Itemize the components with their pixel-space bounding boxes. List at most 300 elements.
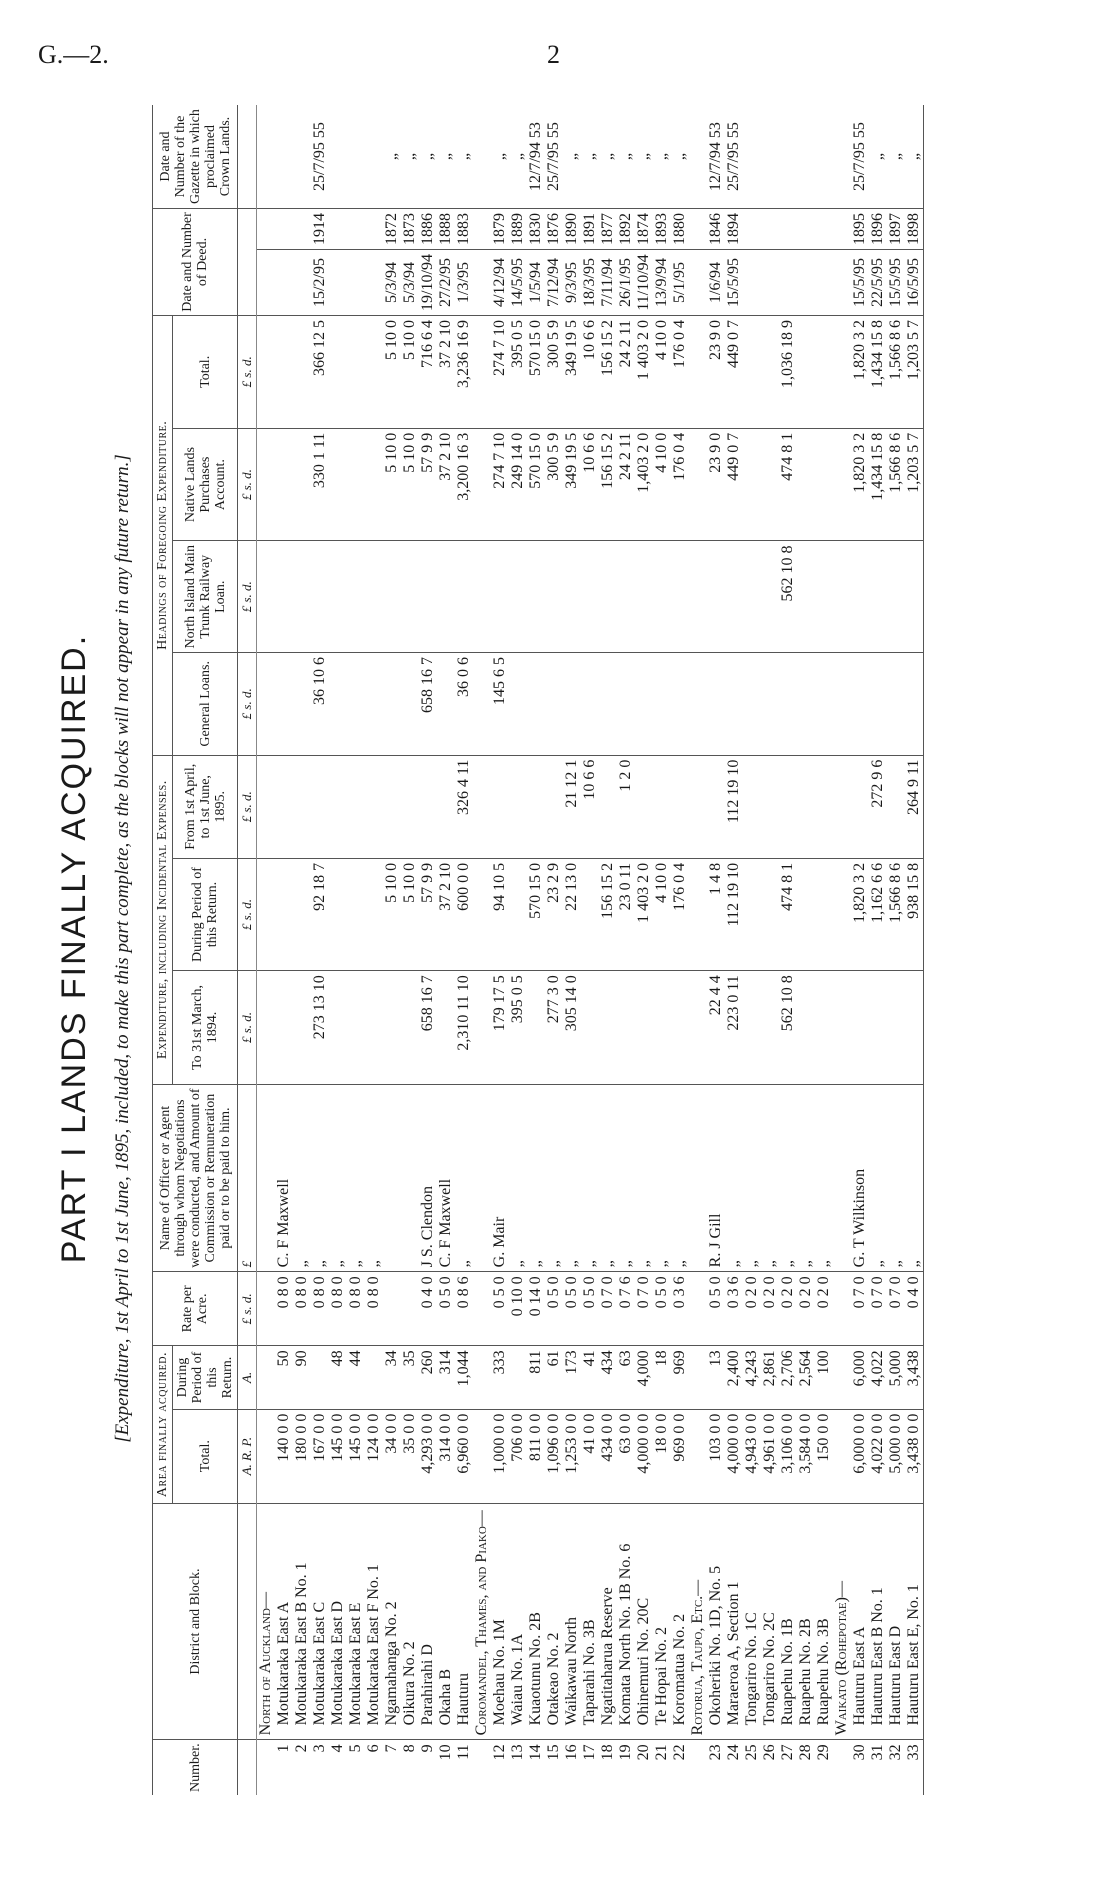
cell-at: 150 0 0 <box>815 1409 833 1503</box>
cell-dd: 4/12/94 <box>491 250 509 316</box>
cell-na <box>797 428 815 541</box>
section-row <box>689 105 707 1795</box>
cell-ed: 1,162 6 6 <box>869 858 887 970</box>
cell-g <box>437 653 455 756</box>
cell-ef <box>293 755 311 858</box>
cell-et <box>437 971 455 1085</box>
cell-g <box>869 653 887 756</box>
district-block: Motukaraka East D <box>329 1503 347 1740</box>
cell-ed <box>743 858 761 970</box>
cell-rl <box>383 541 401 653</box>
cell-ef <box>347 755 365 858</box>
cell-ap <box>311 1346 329 1409</box>
cell-r: 0 8 0 <box>293 1272 311 1346</box>
cell-ef <box>761 755 779 858</box>
cell-at: 18 0 0 <box>653 1409 671 1503</box>
unit-cell: A. <box>238 1346 257 1409</box>
district-block: Tongariro No. 2C <box>761 1503 779 1740</box>
cell-ap: 1,044 <box>455 1346 473 1409</box>
cell-et <box>743 971 761 1085</box>
cell-t: 3,236 16 9 <box>455 315 473 428</box>
cell-ap: 173 <box>563 1346 581 1409</box>
cell-ef <box>887 755 905 858</box>
cell-o: „ <box>617 1084 635 1272</box>
cell-dd: 18/3/95 <box>581 250 599 316</box>
cell-ed <box>275 858 293 970</box>
cell-ef <box>401 755 419 858</box>
cell-gz <box>689 105 707 209</box>
cell-gz <box>779 105 797 209</box>
cell-t <box>257 315 276 428</box>
table-row <box>599 105 617 1795</box>
cell-dd <box>347 250 365 316</box>
cell-o: „ <box>905 1084 924 1272</box>
cell-ed: 5 10 0 <box>383 858 401 970</box>
cell-g <box>887 653 905 756</box>
col-rate: Rate per Acre. <box>153 1272 238 1346</box>
cell-na: 330 1 11 <box>311 428 329 541</box>
cell-ed <box>257 858 276 970</box>
cell-gz <box>473 105 491 209</box>
unit-cell: £ s. d. <box>238 315 257 428</box>
cell-at: 103 0 0 <box>707 1409 725 1503</box>
row-number: 23 <box>707 1744 724 1761</box>
cell-ap: 969 <box>671 1346 689 1409</box>
cell-at: 811 0 0 <box>527 1409 545 1503</box>
cell-dn <box>689 209 707 250</box>
table-row <box>581 105 599 1795</box>
cell-gz: „ <box>581 105 599 209</box>
cell-t: 1,820 3 2 <box>851 315 869 428</box>
cell-et <box>635 971 653 1085</box>
cell-ap: 5,000 <box>887 1346 905 1409</box>
cell-o: G. Mair <box>491 1084 509 1272</box>
cell-r: 0 5 0 <box>545 1272 563 1346</box>
cell-o: J S. Clendon <box>419 1084 437 1272</box>
cell-t: 5 10 0 <box>401 315 419 428</box>
cell-t <box>473 315 491 428</box>
cell-rl <box>797 541 815 653</box>
cell-o <box>473 1084 491 1272</box>
cell-r <box>473 1272 491 1346</box>
row-number: 27 <box>779 1744 796 1761</box>
cell-na <box>689 428 707 541</box>
cell-dn: 1896 <box>869 209 887 250</box>
table-row <box>617 105 635 1795</box>
cell-rl <box>581 541 599 653</box>
cell-t: 4 10 0 <box>653 315 671 428</box>
row-number: 2 <box>293 1744 310 1753</box>
cell-et <box>329 971 347 1085</box>
section-row <box>473 105 491 1795</box>
cell-dd: 5/1/95 <box>671 250 689 316</box>
cell-dn <box>779 209 797 250</box>
cell-et: 22 4 4 <box>707 971 725 1085</box>
cell-ap <box>257 1346 276 1409</box>
cell-t <box>743 315 761 428</box>
cell-ap: 61 <box>545 1346 563 1409</box>
row-number: 19 <box>617 1744 634 1761</box>
cell-rl <box>545 541 563 653</box>
cell-dd <box>473 250 491 316</box>
cell-at: 4,961 0 0 <box>761 1409 779 1503</box>
table-row <box>293 105 311 1795</box>
cell-ef <box>545 755 563 858</box>
cell-dd: 11/10/94 <box>635 250 653 316</box>
cell-r: 0 5 0 <box>653 1272 671 1346</box>
cell-dn: 1880 <box>671 209 689 250</box>
row-number: 9 <box>419 1744 436 1753</box>
cell-dd: 7/11/94 <box>599 250 617 316</box>
cell-t <box>293 315 311 428</box>
cell-at: 314 0 0 <box>437 1409 455 1503</box>
cell-ap: 260 <box>419 1346 437 1409</box>
cell-ap: 90 <box>293 1346 311 1409</box>
page-subtitle: [Expenditure, 1st April to 1st June, 1895, included, to make this part complete, as the blocks will not appear in any future return.] <box>112 454 133 1443</box>
cell-ef <box>689 755 707 858</box>
cell-g <box>257 653 276 756</box>
cell-at: 145 0 0 <box>329 1409 347 1503</box>
table-row <box>311 105 329 1795</box>
cell-r: 0 7 0 <box>869 1272 887 1346</box>
cell-ap <box>473 1346 491 1409</box>
cell-ap: 4,022 <box>869 1346 887 1409</box>
col-deed: Date and Number of Deed. <box>153 209 238 316</box>
cell-g <box>275 653 293 756</box>
cell-ap <box>833 1346 851 1409</box>
table-row <box>329 105 347 1795</box>
cell-gz <box>293 105 311 209</box>
cell-et <box>761 971 779 1085</box>
cell-ap: 4,000 <box>635 1346 653 1409</box>
cell-r <box>257 1272 276 1346</box>
cell-gz: „ <box>887 105 905 209</box>
cell-t: 366 12 5 <box>311 315 329 428</box>
cell-o <box>383 1084 401 1272</box>
cell-dn <box>815 209 833 250</box>
cell-dn: 1872 <box>383 209 401 250</box>
cell-dn: 1879 <box>491 209 509 250</box>
cell-ap: 100 <box>815 1346 833 1409</box>
cell-gz <box>365 105 383 209</box>
cell-t: 1,434 15 8 <box>869 315 887 428</box>
cell-rl <box>527 541 545 653</box>
section-row <box>833 105 851 1795</box>
cell-et: 305 14 0 <box>563 971 581 1085</box>
cell-gz <box>815 105 833 209</box>
cell-at: 1,000 0 0 <box>491 1409 509 1503</box>
cell-dd: 1/5/94 <box>527 250 545 316</box>
cell-dd <box>275 250 293 316</box>
cell-na: 156 15 2 <box>599 428 617 541</box>
cell-r: 0 2 0 <box>815 1272 833 1346</box>
cell-g <box>293 653 311 756</box>
cell-t <box>365 315 383 428</box>
cell-r: 0 7 0 <box>599 1272 617 1346</box>
cell-at: 3,584 0 0 <box>797 1409 815 1503</box>
cell-at: 35 0 0 <box>401 1409 419 1503</box>
cell-ed: 1,820 3 2 <box>851 858 869 970</box>
cell-et <box>527 971 545 1085</box>
cell-ef <box>509 755 527 858</box>
cell-dd: 19/10/94 <box>419 250 437 316</box>
district-block: Motukaraka East A <box>275 1503 293 1740</box>
cell-ap <box>689 1346 707 1409</box>
cell-rl <box>491 541 509 653</box>
cell-o: C. F Maxwell <box>275 1084 293 1272</box>
unit-cell: £ s. d. <box>238 858 257 970</box>
cell-at: 4,000 0 0 <box>725 1409 743 1503</box>
row-number: 15 <box>545 1744 562 1761</box>
cell-ed: 112 19 10 <box>725 858 743 970</box>
col-railway: North Island Main Trunk Railway Loan. <box>173 541 238 653</box>
cell-g <box>329 653 347 756</box>
cell-g <box>581 653 599 756</box>
cell-ap: 18 <box>653 1346 671 1409</box>
cell-rl <box>689 541 707 653</box>
cell-na: 249 14 0 <box>509 428 527 541</box>
unit-cell: £ s. d. <box>238 1272 257 1346</box>
unit-cell: £ s. d. <box>238 428 257 541</box>
row-number: 16 <box>563 1744 580 1761</box>
cell-ed <box>293 858 311 970</box>
cell-na: 57 9 9 <box>419 428 437 541</box>
cell-g <box>761 653 779 756</box>
cell-t: 176 0 4 <box>671 315 689 428</box>
cell-g <box>473 653 491 756</box>
unit-cell: £ s. d. <box>238 541 257 653</box>
cell-ef <box>743 755 761 858</box>
cell-gz <box>347 105 365 209</box>
table-row <box>401 105 419 1795</box>
cell-rl <box>347 541 365 653</box>
row-number: 14 <box>527 1744 544 1761</box>
district-block: Coromandel, Thames, and Piako— <box>473 1503 491 1740</box>
cell-na: 449 0 7 <box>725 428 743 541</box>
cell-et <box>851 971 869 1085</box>
cell-o <box>833 1084 851 1272</box>
cell-r: 0 5 0 <box>491 1272 509 1346</box>
cell-t <box>275 315 293 428</box>
cell-ef <box>383 755 401 858</box>
cell-ed <box>815 858 833 970</box>
cell-gz <box>329 105 347 209</box>
row-number: 6 <box>365 1744 382 1753</box>
district-block: Oikura No. 2 <box>401 1503 419 1740</box>
cell-rl <box>671 541 689 653</box>
table-row <box>437 105 455 1795</box>
table-row <box>743 105 761 1795</box>
cell-gz: „ <box>509 105 527 209</box>
row-number: 17 <box>581 1744 598 1761</box>
cell-g <box>905 653 924 756</box>
cell-g: 36 10 6 <box>311 653 329 756</box>
cell-g <box>365 653 383 756</box>
cell-g <box>401 653 419 756</box>
cell-ef <box>779 755 797 858</box>
table-row <box>851 105 869 1795</box>
cell-ed: 92 18 7 <box>311 858 329 970</box>
cell-o: „ <box>797 1084 815 1272</box>
cell-ap: 2,706 <box>779 1346 797 1409</box>
cell-r: 0 2 0 <box>743 1272 761 1346</box>
cell-ef <box>653 755 671 858</box>
row-number: 10 <box>437 1744 454 1761</box>
cell-o: „ <box>581 1084 599 1272</box>
cell-r <box>833 1272 851 1346</box>
cell-g <box>653 653 671 756</box>
cell-at: 6,000 0 0 <box>851 1409 869 1503</box>
cell-dn <box>275 209 293 250</box>
cell-na: 570 15 0 <box>527 428 545 541</box>
row-number: 3 <box>311 1744 328 1753</box>
cell-at: 145 0 0 <box>347 1409 365 1503</box>
cell-rl <box>509 541 527 653</box>
cell-rl <box>851 541 869 653</box>
row-number: 31 <box>869 1744 886 1761</box>
cell-g <box>383 653 401 756</box>
cell-g: 145 6 5 <box>491 653 509 756</box>
cell-rl <box>743 541 761 653</box>
cell-o <box>257 1084 276 1272</box>
cell-dd: 5/3/94 <box>401 250 419 316</box>
cell-r: 0 14 0 <box>527 1272 545 1346</box>
cell-dd: 14/5/95 <box>509 250 527 316</box>
district-block: Hauturu East A <box>851 1503 869 1740</box>
cell-gz: 12/7/94 53 <box>527 105 545 209</box>
cell-ed: 176 0 4 <box>671 858 689 970</box>
cell-o: „ <box>311 1084 329 1272</box>
cell-et <box>383 971 401 1085</box>
row-number: 28 <box>797 1744 814 1761</box>
cell-o: „ <box>455 1084 473 1272</box>
cell-t: 395 0 5 <box>509 315 527 428</box>
cell-dd: 27/2/95 <box>437 250 455 316</box>
cell-o: „ <box>563 1084 581 1272</box>
cell-r: 0 3 6 <box>725 1272 743 1346</box>
cell-rl <box>257 541 276 653</box>
table-row <box>779 105 797 1795</box>
cell-o: „ <box>545 1084 563 1272</box>
cell-et <box>347 971 365 1085</box>
table-body <box>257 105 924 1795</box>
cell-ap: 41 <box>581 1346 599 1409</box>
cell-r: 0 7 6 <box>617 1272 635 1346</box>
table-row <box>869 105 887 1795</box>
cell-gz: „ <box>419 105 437 209</box>
cell-gz: „ <box>653 105 671 209</box>
cell-rl <box>707 541 725 653</box>
cell-t: 23 9 0 <box>707 315 725 428</box>
cell-ed: 474 8 1 <box>779 858 797 970</box>
cell-et <box>581 971 599 1085</box>
table-row <box>455 105 473 1795</box>
cell-g: 36 0 6 <box>455 653 473 756</box>
cell-r: 0 5 0 <box>581 1272 599 1346</box>
row-number: 32 <box>887 1744 904 1761</box>
cell-at <box>689 1409 707 1503</box>
cell-o: „ <box>365 1084 383 1272</box>
cell-at: 180 0 0 <box>293 1409 311 1503</box>
cell-at: 5,000 0 0 <box>887 1409 905 1503</box>
col-exp-from: From 1st April, to 1st June, 1895. <box>173 755 238 858</box>
cell-o: „ <box>743 1084 761 1272</box>
cell-na <box>347 428 365 541</box>
cell-dn <box>329 209 347 250</box>
cell-at: 3,106 0 0 <box>779 1409 797 1503</box>
cell-et <box>797 971 815 1085</box>
cell-o: „ <box>329 1084 347 1272</box>
cell-ed <box>509 858 527 970</box>
cell-t: 1,566 8 6 <box>887 315 905 428</box>
cell-gz: „ <box>635 105 653 209</box>
cell-o: G. T Wilkinson <box>851 1084 869 1272</box>
cell-g <box>671 653 689 756</box>
col-officer: Name of Officer or Agent through whom Negotiations were conducted, and Amount of Commission or Remuneration paid or to be paid to him. <box>153 1084 238 1272</box>
row-number: 20 <box>635 1744 652 1761</box>
cell-t: 449 0 7 <box>725 315 743 428</box>
cell-o: R. J Gill <box>707 1084 725 1272</box>
cell-g <box>833 653 851 756</box>
district-block: Motukaraka East E <box>347 1503 365 1740</box>
cell-o: „ <box>635 1084 653 1272</box>
cell-at: 34 0 0 <box>383 1409 401 1503</box>
row-number: 5 <box>347 1744 364 1753</box>
cell-dn <box>473 209 491 250</box>
cell-dn: 1892 <box>617 209 635 250</box>
cell-et <box>689 971 707 1085</box>
row-number: 22 <box>671 1744 688 1761</box>
cell-ef <box>329 755 347 858</box>
cell-t: 1,203 5 7 <box>905 315 924 428</box>
unit-cell: A. R. P. <box>238 1409 257 1503</box>
cell-r: 0 8 0 <box>365 1272 383 1346</box>
cell-gz: „ <box>617 105 635 209</box>
cell-dn: 1898 <box>905 209 924 250</box>
cell-ed: 570 15 0 <box>527 858 545 970</box>
cell-ed <box>347 858 365 970</box>
col-area-group: Area finally acquired. <box>153 1346 173 1503</box>
cell-dd: 15/2/95 <box>311 250 329 316</box>
cell-gz: „ <box>383 105 401 209</box>
cell-r: 0 8 6 <box>455 1272 473 1346</box>
cell-gz: „ <box>401 105 419 209</box>
row-number: 29 <box>815 1744 832 1761</box>
cell-na: 1,566 8 6 <box>887 428 905 541</box>
district-block: Motukaraka East C <box>311 1503 329 1740</box>
cell-g <box>527 653 545 756</box>
district-block: Waiau No. 1A <box>509 1503 527 1740</box>
cell-o: „ <box>815 1084 833 1272</box>
table-row <box>491 105 509 1795</box>
cell-rl <box>329 541 347 653</box>
table-row <box>347 105 365 1795</box>
cell-ap: 50 <box>275 1346 293 1409</box>
cell-ed <box>689 858 707 970</box>
cell-ef: 21 12 1 <box>563 755 581 858</box>
cell-r <box>383 1272 401 1346</box>
col-total: Total. <box>173 315 238 428</box>
cell-rl <box>617 541 635 653</box>
cell-ap: 2,400 <box>725 1346 743 1409</box>
cell-et <box>365 971 383 1085</box>
cell-gz <box>743 105 761 209</box>
cell-at: 706 0 0 <box>509 1409 527 1503</box>
cell-t: 1,036 18 9 <box>779 315 797 428</box>
cell-na: 300 5 9 <box>545 428 563 541</box>
cell-ef <box>419 755 437 858</box>
cell-rl <box>563 541 581 653</box>
